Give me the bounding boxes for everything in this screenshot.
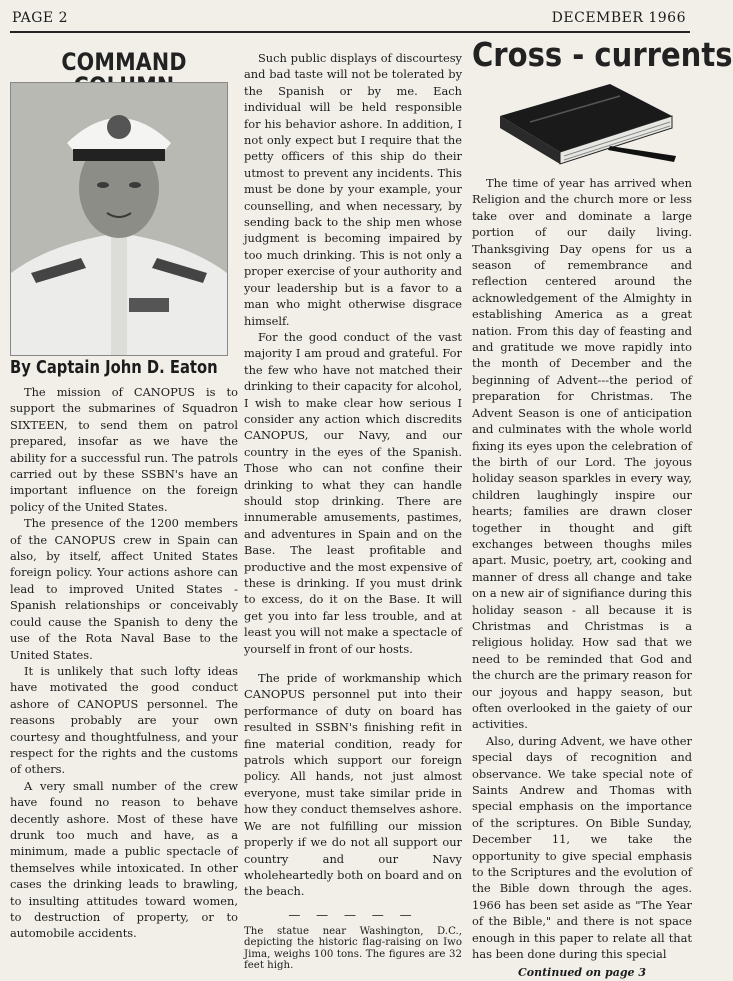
paragraph: A very small number of the crew have found no reason to behave decently ashore. Most of these have drunk too much and have, as a minimum, made a public spectacle of themselves while intoxicated. In other cases the drinking leads to brawling, to insulting attitudes toward women, to destruction of property, or to automobile accidents.: [10, 778, 238, 941]
page-number: PAGE 2: [12, 10, 69, 26]
continued-link[interactable]: Continued on page 3: [517, 965, 647, 979]
command-column-continued: [244, 50, 462, 972]
byline: By Captain John D. Eaton: [10, 357, 218, 378]
paragraph: For the good conduct of the vast majority I am proud and grateful. For the few who have not matched their drinking to their capacity for alcohol, I wish to make clear how serious I consider any action which discredits CANOPUS, our Navy, and our country in the eyes of the Spanish. Those who can not confine their drinking to what they can handle should stop drinking. There are innumerable amusements, pastimes, and adventures in Spain and on the Base. The least profitable and productive and the most expensive of these is drinking. If you must drink to excess, do it on the Base. It will get you into far less trouble, and at least you will not make a spectacle of yourself in front of our hosts.: [244, 329, 462, 656]
paragraph: It is unlikely that such lofty ideas have motivated the good conduct ashore of CANOPUS personnel. The reasons probably are your own courtesy and thoughtfulness, and your respect for the rights and the customs of others.: [10, 663, 238, 777]
iwo-jima-caption: The statue near Washington, D.C., depicting the historic flag-raising on Iwo Jima, weighs 100 tons. The figures are 32 feet high.: [244, 925, 462, 972]
portrait-icon: [11, 83, 227, 355]
paragraph: The mission of CANOPUS is to support the submarines of Squadron SIXTEEN, to send them on patrol prepared, insofar as we have the ability for a successful run. The patrols carried out by these SSBN's have an important influence on the foreign policy of the United States.: [10, 385, 238, 514]
paragraph: The time of year has arrived when Religion and the church more or less take over and dominate a large portion of our daily living. Thanksgiving Day opens for us a season of remembrance and reflection centered around the acknowledgement of the Almighty in establishing America as a great nation. From this day of feasting and and gratitude we move rapidly into the month of December and the beginning of Advent---the period of preparation for Christmas. The Advent Season is one of anticipation and culminates with the whole world fixing its eyes upon the celebration of the birth of our Lord. The joyous holiday season sparkles in every way, children laughingly inspire our hearts; families are drawn closer together in thought and gift exchanges between thoughs miles apart. Music, poetry, art, cooking and manner of dress all change and take on a new air of signifiance during this holiday season - all because it is Christmas and Christmas is a religious holiday. How sad that we need to be reminded that God and the church are the primary reason for our joyous and happy season, but often overlooked in the gaiety of our activities.: [472, 176, 692, 732]
page-header: [10, 10, 690, 30]
bible-icon: [490, 76, 680, 168]
cross-currents-column: [472, 35, 733, 74]
cross-currents-title: Cross - currents: [472, 35, 733, 74]
command-column-title: COMMAND: [61, 48, 187, 76]
section-divider: — — — — —: [288, 907, 418, 922]
issue-date: DECEMBER 1966: [551, 10, 686, 26]
paragraph: Such public displays of discourtesy and bad taste will not be tolerated by the Spanish or by me. Each individual will be held responsible for his behavior ashore. In addition, I not only expect but I require that the petty officers of this ship do their utmost to prevent any incidents. This must be done by your example, your counselling, and when necessary, by sending back to the ship men whose judgment is becoming impaired by too much drinking. This is not only a proper exercise of your authority and your leadership but is a favor to a man who might otherwise disgrace himself.: [244, 51, 462, 328]
captain-portrait-photo: [10, 82, 228, 356]
paragraph: The pride of workmanship which CANOPUS personnel put into their performance of duty on board has resulted in SSBN's finishing refit in fine material condition, ready for patrols which support our foreign policy. All hands, not just almost everyone, must take similar pride in how they conduct themselves ashore. We are not fulfilling our mission properly if we do not all support our country and our Navy wholeheartedly both on board and on the beach.: [244, 671, 462, 899]
paragraph: Also, during Advent, we have other special days of recognition and observance. We take special note of Saints Andrew and Thomas with special emphasis on the importance of the scriptures. On Bible Sunday, December 11, we take the opportunity to give special emphasis to the Scriptures and the evolution of the Bible down through the ages. 1966 has been set aside as "The Year of the Bible," and there is not space enough in this paper to relate all that has been done during this special: [472, 733, 692, 962]
command-column-text-continued: [244, 50, 462, 900]
cross-currents-text: [472, 175, 692, 981]
command-column-text: [10, 384, 238, 942]
paragraph: The presence of the 1200 members of the CANOPUS crew in Spain can also, by itself, affect United States foreign policy. Your actions ashore can lead to improved United States - Spanish relationships or conceivably could cause the Spanish to deny the use of the Rota Naval Base to the United States.: [10, 516, 238, 662]
header-rule: [10, 31, 690, 33]
